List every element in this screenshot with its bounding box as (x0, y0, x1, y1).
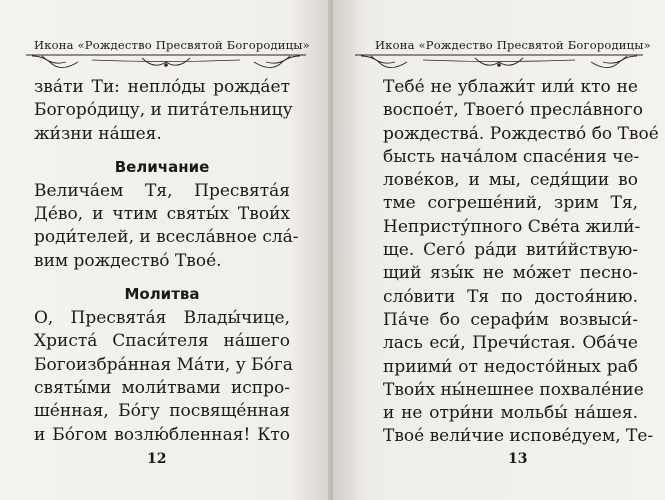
text-line: бысть нача́лом спасе́ния че- (383, 146, 640, 167)
left-page (0, 0, 330, 500)
text-line: роди́телей, и всесла́вное сла́- (34, 227, 299, 248)
text-line: Твое́ вели́чие испове́дуем, Те- (383, 426, 654, 447)
text-line: ше́нная, Бо́гу посвяще́нная (34, 401, 290, 422)
text-line: тме согреше́ний, зрим Тя, (383, 193, 638, 214)
text-line: лове́ков, и мы, седя́щии во (383, 170, 638, 191)
text-line: Богоизбра́нная Ма́ти, у Бо́га (34, 354, 293, 375)
page-number: 13 (508, 451, 528, 467)
text-line: жи́зни на́шея. (34, 123, 162, 144)
text-line: Тебе́ не ублажи́т или́ кто не (383, 77, 638, 97)
text-line: лась еси́, Пречи́стая. Оба́че (383, 333, 638, 354)
section-heading-molitva: Молитва (124, 285, 200, 304)
text-line: вим рождество́ Твое́. (34, 250, 222, 271)
section-heading-velichanie: Величание (114, 157, 210, 176)
text-line: Велича́ем Тя, Пресвята́я (34, 180, 290, 201)
text-line: Христа́ Спаси́теля на́шего (34, 331, 290, 352)
text-line: приими́ от недосто́йных раб (383, 356, 638, 377)
right-page-text (383, 76, 659, 449)
text-line: и не отри́ни мольбы́ на́шея. (383, 403, 638, 424)
text-line: О, Пресвята́я Влады́чице, (34, 308, 290, 329)
text-line: воспое́т, Твоего́ пресла́вного (383, 100, 643, 121)
text-line: Твои́х ны́нешнее похвале́ние (383, 379, 644, 400)
text-line: Де́во, и чтим святы́х Твои́х (34, 204, 290, 225)
text-line: зва́ти Ти: непло́ды рожда́ет (34, 77, 290, 97)
text-line: и Бо́гом возлю́бленная! Кто (34, 424, 290, 445)
text-line: сло́вити Тя по достоя́нию. (383, 286, 638, 307)
text-line: Непристу́пного Све́та жили́- (383, 216, 641, 237)
text-line: ще. Сего́ ра́ди вити́йствую- (383, 240, 638, 261)
running-header: Икона «Рождество Пресвятой Богородицы» (375, 38, 651, 52)
left-page-text (34, 76, 299, 447)
right-page (333, 0, 665, 500)
text-line: рождества́. Рождество́ бо Твое́ (383, 123, 659, 144)
ornamental-divider (351, 50, 647, 76)
page-number: 12 (147, 451, 167, 467)
text-line: Па́че бо серафи́м возвыси́- (383, 309, 638, 330)
text-line: щий язы́к не мо́жет песно- (383, 263, 638, 284)
ornamental-divider (22, 50, 310, 76)
text-line: Богоро́дицу, и пита́тельницу (34, 100, 293, 121)
running-header: Икона «Рождество Пресвятой Богородицы» (34, 38, 310, 52)
text-line: святы́ми моли́твами испро- (34, 377, 290, 398)
